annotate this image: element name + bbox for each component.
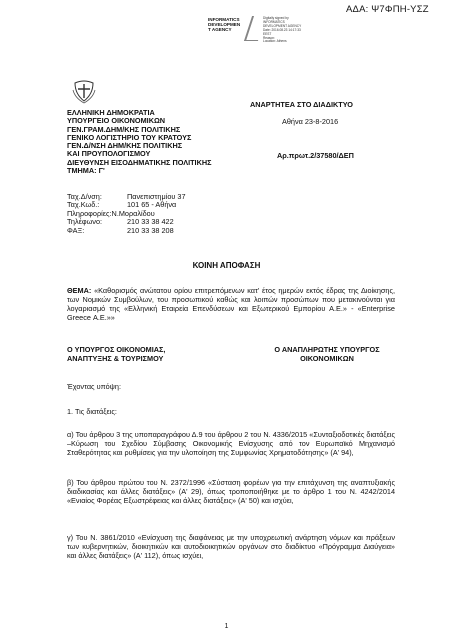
issuing-authority: ΕΛΛΗΝΙΚΗ ΔΗΜΟΚΡΑΤΙΑ ΥΠΟΥΡΓΕΙΟ ΟΙΚΟΝΟΜΙΚΩΝ ΓΕΝ.ΓΡΑΜ.ΔΗΜ/ΚΗΣ ΠΟΛΙΤΙΚΗΣ ΓΕΝΙΚΟ ΛΟΓΙΣΤΗΡΙΟ ΤΟΥ ΚΡΑΤΟΥΣ ΓΕΝ.Δ/ΝΣΗ ΔΗΜ/ΚΗΣ ΠΟΛΙΤΙΚΗΣ ΚΑΙ ΠΡΟΥΠΟΛΟΓΙΣΜΟΥ ΔΙΕΥΘΥΝΣΗ ΕΙΣΟΔΗΜΑΤΙΚΗΣ ΠΟΛΙΤΙΚΗΣ ΤΜΗΜΑ: Γ' bbox=[67, 108, 212, 176]
subject-text: «Καθορισμός ανώτατου ορίου επιτρεπόμενων κατ' έτος ημερών εκτός έδρας της Διοίκησης, των Νομικών Συμβούλων, του προσωπικού καθώς και λοιπών προσώπων που μετακινούνται για λογαριασμό της «Ελληνική Εταιρεία Επενδύσεων και Εξωτερικού Εμπορίου Α.Ε.» - «Enterprise Greece Α.Ε.»» bbox=[67, 286, 395, 323]
document-date: Αθήνα 23-8-2016 bbox=[282, 117, 339, 126]
provision-c: γ) Του Ν. 3861/2010 «Ενίσχυση της διαφάνειας με την υποχρεωτική ανάρτηση νόμων και πράξεων των κυβερνητικών, διοικητικών και αυτοδιοικητικών οργάνων στο διαδίκτυο «Πρόγραμμα Διαύγεια» και άλλες διατάξεις» (Α' 112), όπως ισχύει, bbox=[67, 533, 395, 561]
page-number: 1 bbox=[224, 623, 229, 630]
subject-paragraph bbox=[67, 286, 395, 322]
provision-a: α) Του άρθρου 3 της υποπαραγράφου Δ.9 του άρθρου 2 του Ν. 4336/2015 «Συνταξιοδοτικές διατάξεις –Κύρωση του Σχεδίου Σύμβασης Οικονομικής Ενίσχυσης από τον Ευρωπαϊκό Μηχανισμό Σταθερότητας και ρυθμίσεις για την υλοποίηση της Συμφωνίας Χρηματοδότησης» (Α' 94), bbox=[67, 430, 395, 458]
contact-label: Ταχ.Κωδ.: bbox=[67, 200, 100, 210]
item-1-heading: 1. Τις διατάξεις: bbox=[67, 407, 117, 416]
contact-label: ΦΑΞ: bbox=[67, 225, 85, 235]
contact-value: Ν.Μοραλίδου bbox=[111, 208, 155, 218]
provision-b: β) Του άρθρου πρώτου του Ν. 2372/1996 «Σύσταση φορέων για την επιτάχυνση της αναπτυξιακής διαδικασίας και άλλες διατάξεις» (Α' 29), όπως τροποποιήθηκε με το άρθρο 1 του Ν. 4242/2014 «Ενιαίος Φορέας Εξωστρέφειας και άλλες διατάξεις» (Α' 50) και ισχύει, bbox=[67, 478, 395, 506]
ada-label: ΑΔΑ: Ψ7ΦΠΗ-ΥΣΖ bbox=[346, 4, 429, 15]
considering-heading: Έχοντας υπόψη: bbox=[67, 382, 121, 391]
contact-label: Ταχ.Δ/νση: bbox=[67, 192, 102, 201]
protocol-number: Αρ.πρωτ.2/37580/ΔΕΠ bbox=[277, 151, 354, 160]
contact-label: Τηλέφωνο: bbox=[67, 217, 103, 227]
contact-value: 210 33 38 208 bbox=[127, 225, 174, 235]
contact-details bbox=[67, 193, 186, 235]
contact-value: 101 65 - Αθήνα bbox=[127, 200, 177, 210]
contact-value: Πανεπιστημίου 37 bbox=[127, 192, 186, 201]
document-title: ΚΟΙΝΗ ΑΠΟΦΑΣΗ bbox=[192, 261, 261, 270]
greek-emblem-icon bbox=[72, 80, 96, 104]
contact-label: Πληροφορίες: bbox=[67, 208, 112, 218]
minister-economy: Ο ΥΠΟΥΡΓΟΣ ΟΙΚΟΝΟΜΙΑΣ, ΑΝΑΠΤΥΞΗΣ & ΤΟΥΡΙΣΜΟΥ bbox=[67, 345, 166, 364]
contact-row-fax bbox=[67, 227, 186, 235]
signature-org-name: INFORMATICS DEVELOPMEN T AGENCY bbox=[208, 17, 241, 33]
deputy-minister-finance: Ο ΑΝΑΠΛΗΡΩΤΗΣ ΥΠΟΥΡΓΟΣ ΟΙΚΟΝΟΜΙΚΩΝ bbox=[274, 345, 380, 364]
internet-posting-label: ΑΝΑΡΤΗΤΕΑ ΣΤΟ ΔΙΑΔΙΚΤΥΟ bbox=[250, 100, 353, 109]
subject-label: ΘΕΜΑ: bbox=[67, 286, 92, 295]
contact-value: 210 33 38 422 bbox=[127, 217, 174, 227]
signature-metadata: Digitally signed by INFORMATICS DEVELOPMENT AGENCY Date: 2016.08.23 14:17:33 EEST Reason: Location: Athens bbox=[263, 16, 302, 44]
